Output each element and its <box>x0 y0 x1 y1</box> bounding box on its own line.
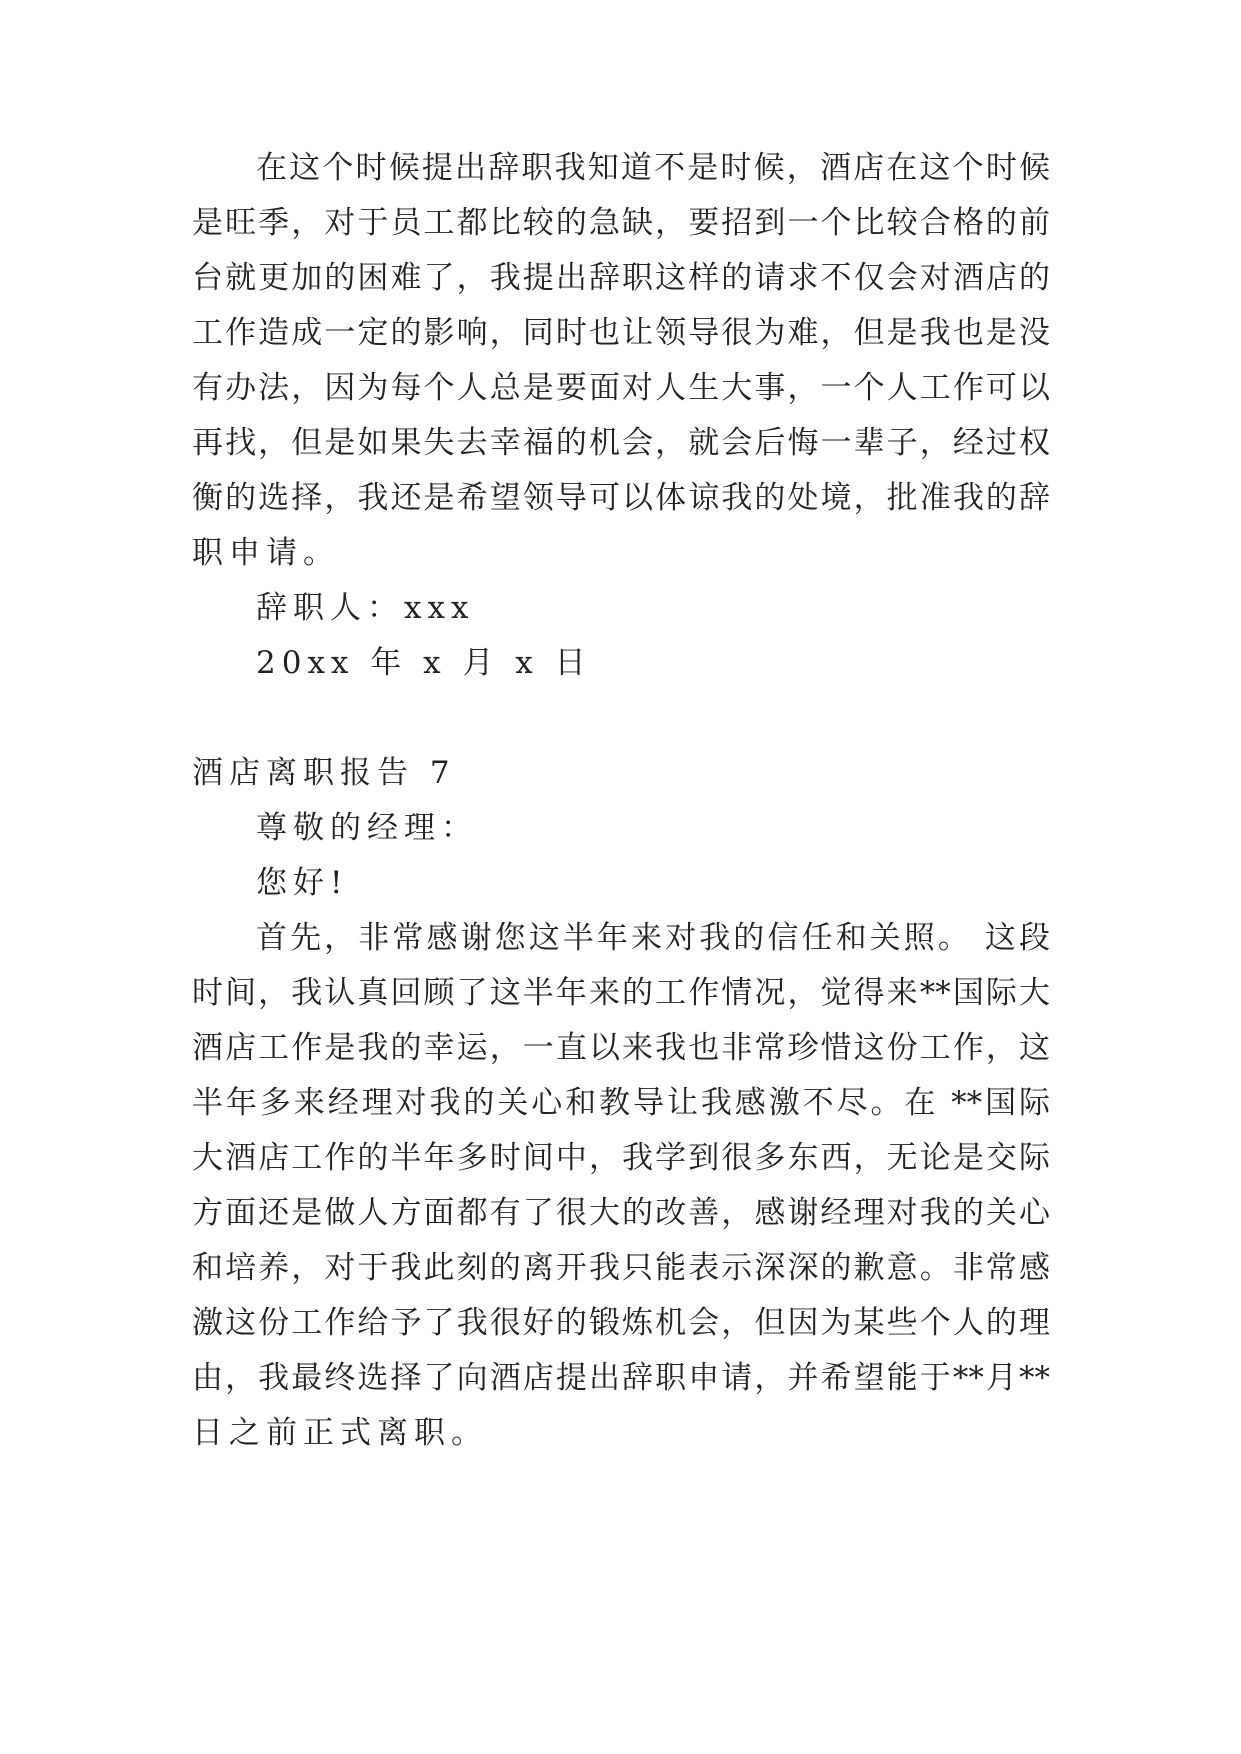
salutation: 尊敬的经理： <box>256 810 478 846</box>
paragraph-line: 再找，但是如果失去幸福的机会，就会后悔一辈子，经过权 <box>192 425 1050 461</box>
paragraph-line: 激这份工作给予了我很好的锻炼机会，但因为某些个人的理 <box>192 1305 1050 1341</box>
paragraph-line: 半年多来经理对我的关心和教导让我感激不尽。在 **国际 <box>192 1085 1050 1121</box>
paragraph-line: 台就更加的困难了，我提出辞职这样的请求不仅会对酒店的 <box>192 260 1050 296</box>
paragraph-line: 酒店工作是我的幸运，一直以来我也非常珍惜这份工作，这 <box>192 1030 1050 1066</box>
paragraph-line: 职申请。 <box>192 535 340 571</box>
signature-line: 辞职人：xxx <box>256 590 475 626</box>
paragraph-line: 工作造成一定的影响，同时也让领导很为难，但是我也是没 <box>192 315 1050 351</box>
paragraph-line: 是旺季，对于员工都比较的急缺，要招到一个比较合格的前 <box>192 205 1050 241</box>
paragraph-line: 由，我最终选择了向酒店提出辞职申请，并希望能于**月** <box>192 1360 1050 1396</box>
paragraph-line: 日之前正式离职。 <box>192 1415 488 1451</box>
paragraph-line: 时间，我认真回顾了这半年来的工作情况，觉得来**国际大 <box>192 975 1050 1011</box>
greeting: 您好! <box>256 865 349 901</box>
paragraph-line: 有办法，因为每个人总是要面对人生大事，一个人工作可以 <box>192 370 1050 406</box>
date-line: 20xx 年 x 月 x 日 <box>256 645 592 681</box>
paragraph-line: 首先，非常感谢您这半年来对我的信任和关照。 这段 <box>256 920 1050 956</box>
paragraph-line: 大酒店工作的半年多时间中，我学到很多东西，无论是交际 <box>192 1140 1050 1176</box>
section-title: 酒店离职报告 7 <box>192 755 456 791</box>
paragraph-line: 在这个时候提出辞职我知道不是时候，酒店在这个时候 <box>256 150 1050 186</box>
paragraph-line: 和培养，对于我此刻的离开我只能表示深深的歉意。非常感 <box>192 1250 1050 1286</box>
paragraph-line: 方面还是做人方面都有了很大的改善，感谢经理对我的关心 <box>192 1195 1050 1231</box>
paragraph-line: 衡的选择，我还是希望领导可以体谅我的处境，批准我的辞 <box>192 480 1050 516</box>
